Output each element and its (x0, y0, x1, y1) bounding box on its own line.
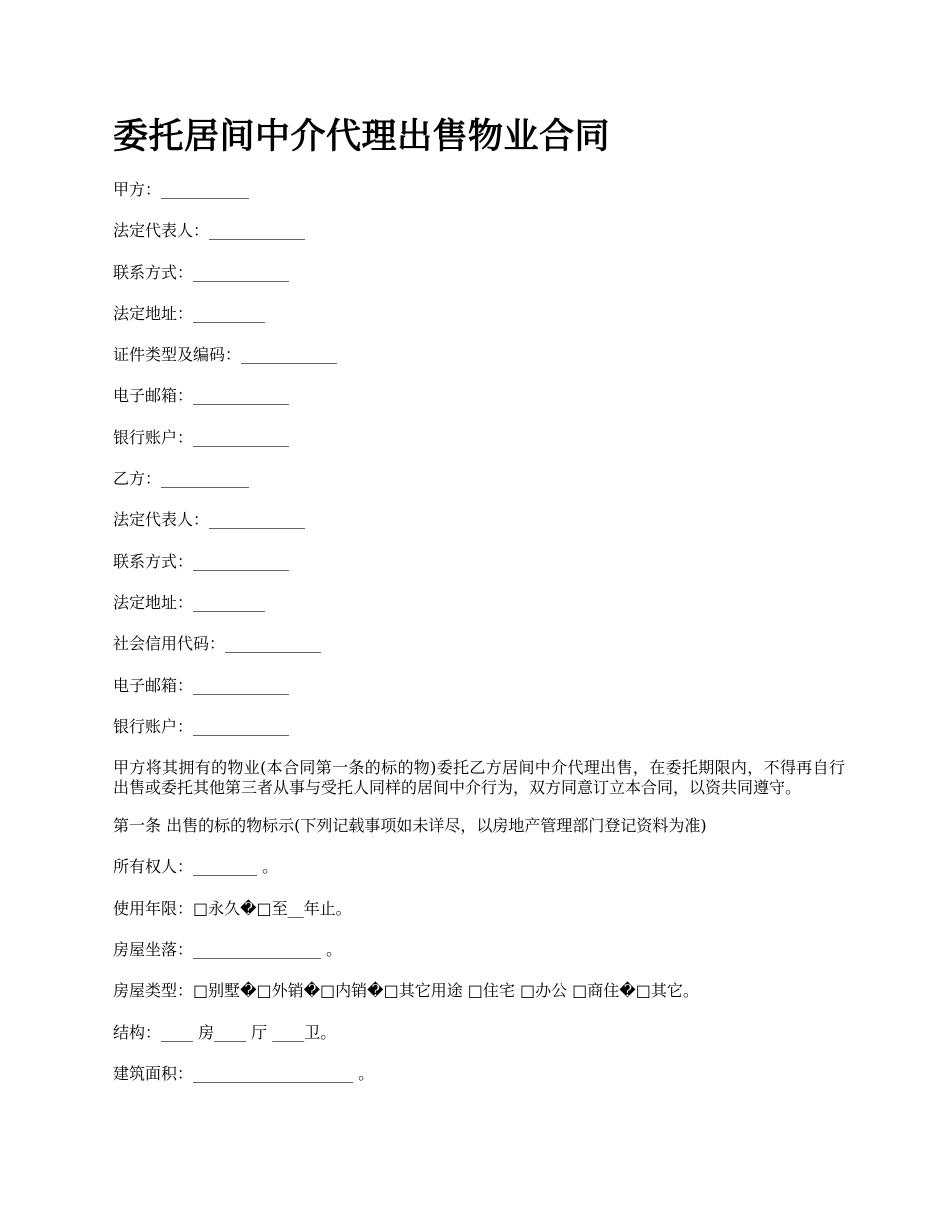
party-b-section (113, 469, 845, 737)
article-1-owner: 所有权人：________ 。 (113, 857, 279, 877)
contract-page (113, 112, 845, 1105)
party-b-contact: 联系方式：____________ (113, 551, 290, 571)
party-a-name: 甲方：___________ (113, 180, 250, 199)
article-1-section (113, 816, 845, 1084)
preamble-paragraph: 甲方将其拥有的物业(本合同第一条的标的物)委托乙方居间中介代理出售，在委托期限内，不得再自行出售或委托其他第三者从事与受托人同样的居间中介行为，双方同意订立本合同，以资共同遵守。 (113, 758, 845, 798)
party-a-legal-rep: 法定代表人：____________ (113, 221, 306, 241)
article-1-type: 房屋类型：□别墅�□外销�□内销�□其它用途 □住宅 □办公 □商住�□其它。 (113, 981, 699, 1001)
party-a-id-type: 证件类型及编码：____________ (113, 345, 338, 365)
party-b-legal-rep: 法定代表人：____________ (113, 510, 306, 530)
party-b-address: 法定地址：_________ (113, 592, 266, 612)
article-1-heading: 第一条 出售的标的物标示(下列记载事项如未详尽，以房地产管理部门登记资料为准) (113, 816, 707, 836)
party-a-email: 电子邮箱：____________ (113, 386, 290, 406)
party-a-address: 法定地址：_________ (113, 303, 266, 323)
party-b-email: 电子邮箱：____________ (113, 675, 290, 695)
party-a-contact: 联系方式：____________ (113, 262, 290, 282)
article-1-term: 使用年限：□永久�□至__年止。 (113, 898, 352, 918)
party-b-name: 乙方：___________ (113, 469, 250, 489)
article-1-area: 建筑面积：____________________ 。 (113, 1063, 375, 1083)
party-a-section (113, 180, 845, 448)
article-1-location: 房屋坐落：________________ 。 (113, 940, 343, 960)
article-1-structure: 结构：____ 房____ 厅 ____卫。 (113, 1022, 337, 1042)
document-title: 委托居间中介代理出售物业合同 (113, 117, 611, 157)
party-b-credit-code: 社会信用代码：____________ (113, 634, 322, 654)
party-a-bank: 银行账户：____________ (113, 427, 290, 447)
party-b-bank: 银行账户：____________ (113, 716, 290, 736)
